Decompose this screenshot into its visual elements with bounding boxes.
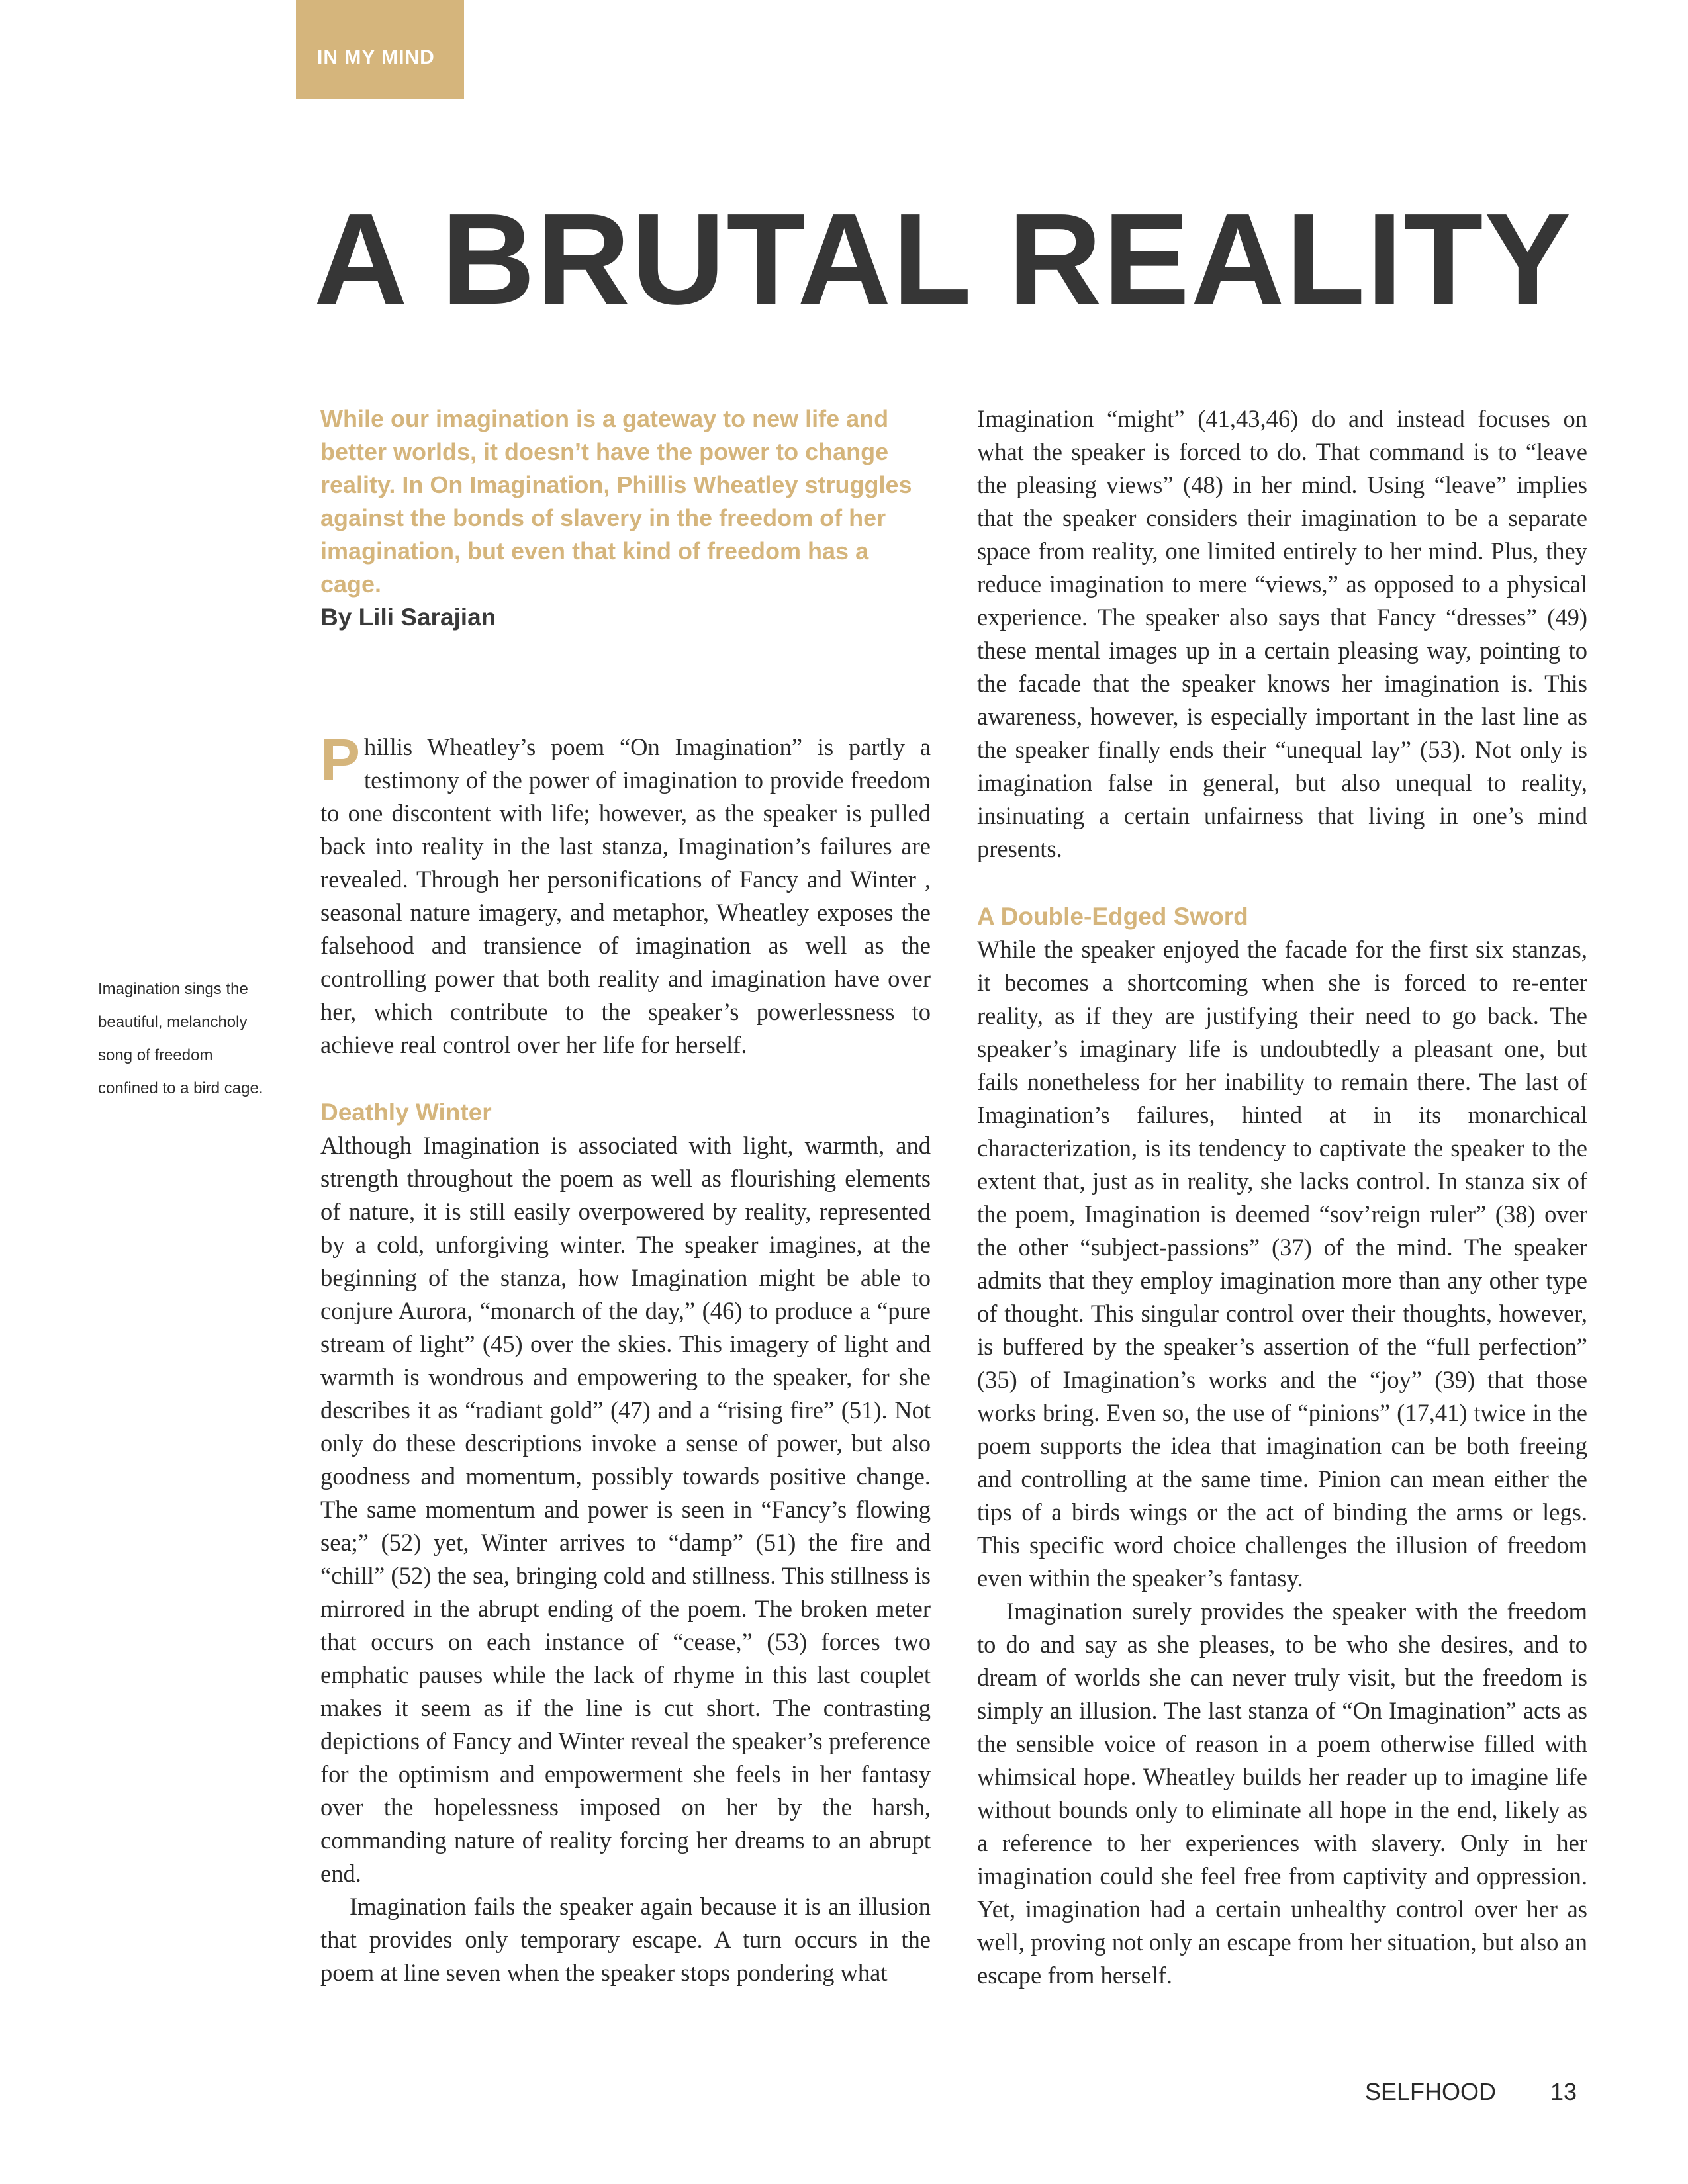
subhead-deathly-winter: Deathly Winter [320, 1099, 492, 1126]
body-paragraph: Imagination fails the speaker again because it is an illusion that provides only temporary escape. A turn occurs in the poem at line seven when the speaker stops pondering what [320, 1893, 931, 1986]
byline: By Lili Sarajian [320, 604, 496, 631]
intro-paragraph [320, 727, 931, 1062]
drop-cap: P [320, 727, 361, 794]
body-paragraph: Although Imagination is associated with light, warmth, and strength throughout the poem as well as flourishing elements of nature, it is still easily overpowered by reality, represented by a cold, unforgiving winter. The speaker imagines, at the beginning of the stanza, how Imagination might be able to conjure Aurora, “monarch of the day,” (46) to produce a “pure stream of light” (45) over the skies. This imagery of light and warmth is wondrous and empowering to the speaker, for she describes it as “radiant gold” (47) and a “rising fire” (51). Not only do these descriptions invoke a sense of power, but also goodness and momentum, possibly towards positive change. The same momentum and power is seen in “Fancy’s flowing sea;” (52) yet, Winter arrives to “damp” (51) the fire and “chill” (52) the sea, bringing cold and stillness. This stillness is mirrored in the abrupt ending of the poem. The broken meter that occurs on each instance of “cease,” (53) forces two emphatic pauses while the lack of rhyme in this last couplet makes it seem as if the line is cut short. The contrasting depictions of Fancy and Winter reveal the speaker’s preference for the optimism and empowerment she feels in her fantasy over the hopelessness imposed on her by the harsh, commanding nature of reality forcing her dreams to an abrupt end. [320, 1132, 931, 1887]
article-dek: While our imagination is a gateway to new life and better worlds, it doesn’t have the power to change reality. In On Imagination, Phillis Wheatley struggles against the bonds of slavery in the freedom of her imagination, but even that kind of freedom has a cage. [320, 405, 912, 598]
body-paragraph: Imagination surely provides the speaker with the freedom to do and say as she pleases, to be who she desires, and to dream of worlds she can never truly visit, but the freedom is simply an illusion. The last stanza of “On Imagination” acts as the sensible voice of reason in a poem otherwise filled with whimsical hope. Wheatley builds her reader up to imagine life without bounds only to eliminate all hope in the end, likely as a reference to her experiences with slavery. Only in her imagination could she feel free from captivity and oppression. Yet, imagination had a certain unhealthy control over her as well, proving not only an escape from her situation, but also an escape from herself. [977, 1598, 1587, 1989]
right-column [977, 402, 1587, 1992]
body-paragraph: Imagination “might” (41,43,46) do and instead focuses on what the speaker is forced to do. That command is to “leave the pleasing views” (48) in her mind. Using “leave” implies that the speaker considers their imagination to be a separate space from reality, one limited entirely to her mind. Plus, they reduce imagination to mere “views,” as opposed to a physical experience. The speaker also says that Fancy “dresses” (49) these mental images up in a certain pleasing way, pointing to the facade that the speaker knows her imagination is. This awareness, however, is especially important in the last line as the speaker finally ends their “unequal lay” (53). Not only is imagination false in general, but also unequal to reality, insinuating a certain unfairness that living in one’s mind presents. [977, 405, 1587, 862]
sidebar-caption: Imagination sings the beautiful, melancholy song of freedom confined to a bird cage. [98, 980, 263, 1097]
body-paragraph: While the speaker enjoyed the facade for the first six stanzas, it becomes a shortcoming when she is forced to re-enter reality, as if they are justifying their need to go back. The speaker’s imaginary life is undoubtedly a pleasant one, but fails nonetheless for her inability to remain there. The last of Imagination’s failures, hinted at in its monarchical characterization, is its tendency to captivate the speaker to the extent that, just as in reality, she lacks control. In stanza six of the poem, Imagination is deemed “sov’reign ruler” (38) over the other “subject-passions” (37) of the mind. The speaker admits that they employ imagination more than any other type of thought. This singular control over their thoughts, however, is buffered by the speaker’s assertion of the “full perfection” (35) of Imagination’s works and the “joy” (39) that those works bring. Even so, the use of “pinions” (17,41) twice in the poem supports the idea that imagination can be both freeing and controlling at the same time. Pinion can mean either the tips of a birds wings or the act of binding the arms or legs. This specific word choice challenges the illusion of freedom even within the speaker’s fantasy. [977, 936, 1587, 1592]
section-tab [296, 0, 464, 99]
page-number: 13 [1550, 2078, 1577, 2105]
article-title: A BRUTAL REALITY [314, 187, 1573, 332]
section-tab-label: IN MY MIND [317, 46, 435, 68]
footer-magazine-name: SELFHOOD [1365, 2078, 1497, 2105]
left-column [320, 727, 931, 1989]
intro-text: hillis Wheatley’s poem “On Imagination” is partly a testimony of the power of imagination to provide freedom to one discontent with life; however, as the speaker is pulled back into reality in the last stanza, Imagination’s failures are revealed. Through her personifications of Fancy and Winter , seasonal nature imagery, and metaphor, Wheatley exposes the falsehood and transience of imagination as well as the controlling power that both reality and imagination have over her, which contribute to the speaker’s powerlessness to achieve real control over her life for herself. [320, 733, 931, 1058]
subhead-double-edged-sword: A Double-Edged Sword [977, 903, 1248, 930]
